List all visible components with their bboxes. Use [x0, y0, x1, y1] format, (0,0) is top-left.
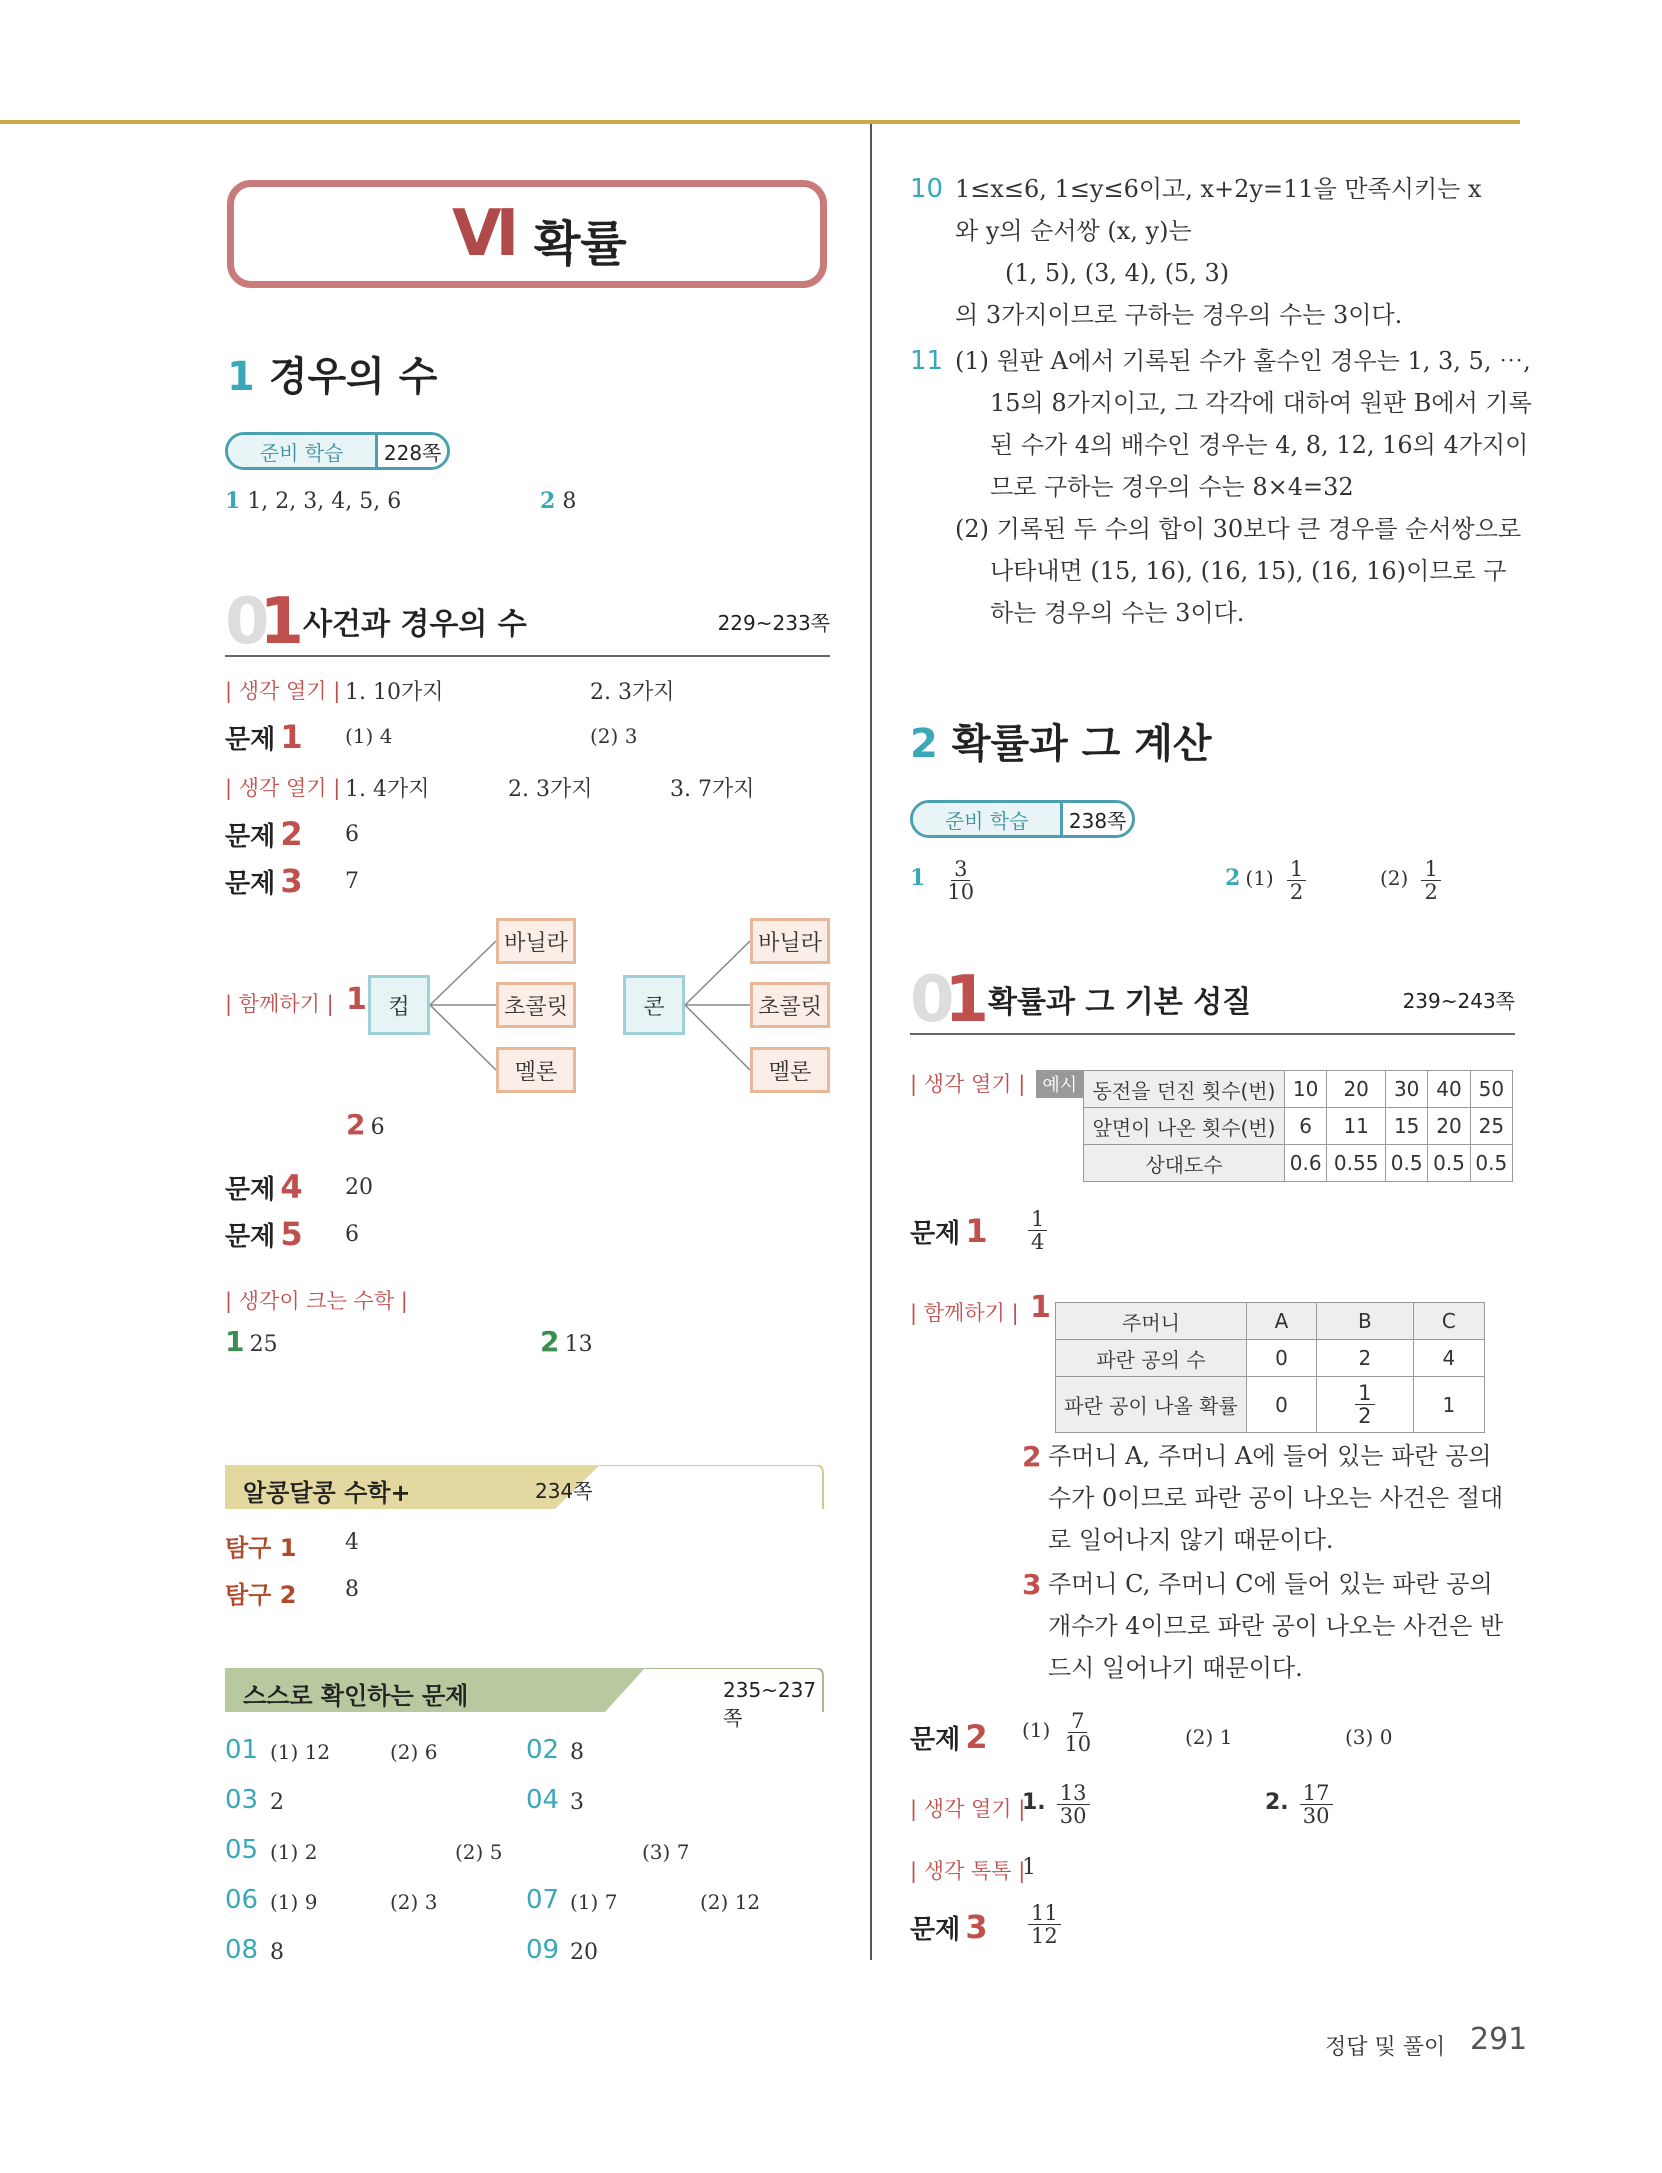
tag-think-open: | 생각 열기 |: [225, 776, 341, 800]
problem-number: 3: [965, 1908, 988, 1946]
together-2-item-2-line-2: 수가 0이므로 파란 공이 나오는 사건은 절대: [1048, 1484, 1504, 1512]
table-cell: 6: [1285, 1108, 1327, 1145]
table-cell: 20: [1327, 1071, 1386, 1108]
think-open-2-a2: 2. 3가지: [508, 777, 593, 802]
tag-think-talk: | 생각 톡톡 |: [910, 1859, 1026, 1883]
table-cell: 0: [1247, 1340, 1317, 1377]
self-05-a: (1) 2: [270, 1840, 318, 1864]
q11-line-2: 15의 8가지이고, 그 각각에 대하여 원판 B에서 기록: [990, 389, 1532, 417]
unit-2-header: [910, 963, 1515, 1035]
together-2-number: 1: [1030, 1290, 1051, 1325]
tag-big-math: | 생각이 크는 수학 |: [225, 1289, 408, 1313]
item-label: 1.: [1022, 1790, 1046, 1816]
denominator: 2: [1358, 1404, 1372, 1428]
table-row: [1084, 1071, 1513, 1108]
table-cell: 0.55: [1327, 1145, 1386, 1182]
fraction: [944, 858, 977, 903]
think-open-2-a3: 3. 7가지: [670, 777, 755, 802]
tree-leaf-vanilla: 바닐라: [496, 918, 576, 964]
self-number: 07: [526, 1885, 560, 1915]
problem-label: 문제: [225, 869, 276, 899]
think-open-3: [910, 1068, 1083, 1098]
denominator: 10: [947, 880, 975, 905]
tag-think-open: | 생각 열기 |: [225, 679, 341, 703]
table-cell: 1: [1413, 1377, 1484, 1433]
answer-number: 2: [1225, 865, 1241, 892]
self-03-a: 2: [270, 1790, 284, 1815]
self-08-a: 8: [270, 1940, 284, 1965]
self-02: [526, 1735, 559, 1765]
table-row-header: 상대도수: [1084, 1145, 1285, 1182]
self-01: [225, 1735, 258, 1765]
self-06-a: (1) 9: [270, 1890, 318, 1914]
item-label: 2.: [1265, 1790, 1289, 1816]
denominator: 30: [1302, 1804, 1330, 1829]
table-cell: [1316, 1377, 1413, 1433]
q10-line-4: 의 3가지이므로 구하는 경우의 수는 3이다.: [955, 301, 1403, 329]
problem-5: [225, 1215, 303, 1253]
table-row-header: 앞면이 나온 횟수(번): [1084, 1108, 1285, 1145]
together-2-tag: [910, 1297, 1019, 1327]
banner-fun-math: [225, 1465, 825, 1509]
together-1-number: 1: [346, 982, 367, 1017]
unit-pages: 239~243쪽: [1402, 989, 1515, 1013]
q10-line-2: 와 y의 순서쌍 (x, y)는: [955, 217, 1192, 245]
problem-number: 4: [280, 1168, 303, 1206]
prep-label: 준비 학습: [228, 435, 378, 467]
denominator: 2: [1289, 880, 1304, 905]
table-cell: 0.5: [1386, 1145, 1428, 1182]
sub-label: (1): [1245, 866, 1274, 891]
table-cell: 50: [1470, 1071, 1512, 1108]
numerator: 1: [1355, 1382, 1374, 1405]
table-cell: 11: [1327, 1108, 1386, 1145]
self-01-b: (2) 6: [390, 1740, 438, 1764]
table-row-header: 동전을 던진 횟수(번): [1084, 1071, 1285, 1108]
section-number: 2: [910, 721, 938, 767]
unit-badge: 01: [910, 963, 980, 1037]
table-cell: 30: [1386, 1071, 1428, 1108]
big-math-1: [225, 1325, 278, 1358]
pocket-table: [1055, 1302, 1485, 1433]
table-cell: 0: [1247, 1377, 1317, 1433]
together-number: 2: [346, 1108, 366, 1141]
self-07-b: (2) 12: [700, 1890, 761, 1914]
q11-line-3: 된 수가 4의 배수인 경우는 4, 8, 12, 16의 4가지이: [990, 431, 1529, 459]
table-cell: 0.6: [1285, 1145, 1327, 1182]
self-06: [225, 1885, 258, 1915]
tree-root-cone: 콘: [623, 975, 685, 1035]
numerator: 1: [1287, 858, 1306, 881]
explore-1-answer: 4: [345, 1530, 359, 1555]
table-header: C: [1413, 1303, 1484, 1340]
table-cell: 20: [1428, 1108, 1470, 1145]
self-number: 02: [526, 1735, 560, 1765]
table-cell: 40: [1428, 1071, 1470, 1108]
prep-badge: [910, 800, 1135, 838]
table-row: [1056, 1340, 1485, 1377]
example-badge: 예시: [1036, 1070, 1083, 1098]
r-problem-2-a3: (3) 0: [1345, 1725, 1393, 1749]
answer-number: 2: [540, 488, 556, 514]
banner-page: 235~237쪽: [723, 1678, 817, 1730]
think-talk: [910, 1855, 1025, 1885]
r-problem-3-answer: [1028, 1902, 1061, 1947]
fraction: [1355, 1382, 1374, 1427]
fraction: [1300, 1782, 1333, 1827]
self-09: [526, 1935, 559, 1965]
r-problem-1: [910, 1212, 988, 1250]
q11-line-1: (1) 원판 A에서 기록된 수가 홀수인 경우는 1, 3, 5, ⋯,: [955, 347, 1531, 375]
section-label: 경우의 수: [268, 354, 438, 400]
q11-line-6: 나타내면 (15, 16), (16, 15), (16, 16)이므로 구: [990, 557, 1507, 585]
problem-4: [225, 1168, 303, 1206]
banner-page: 234쪽: [535, 1479, 593, 1503]
banner-title: 알콩달콩 수학+: [243, 1479, 411, 1507]
tree-lines: [0, 0, 870, 1120]
self-04-a: 3: [570, 1790, 584, 1815]
banner-self-check: [225, 1668, 825, 1730]
section-number: 1: [227, 354, 255, 400]
q11-number: 11: [910, 346, 944, 376]
answer-number: 1: [910, 865, 926, 892]
big-math-tag: [225, 1285, 408, 1315]
big-math-2: [540, 1325, 593, 1358]
footer-label: 정답 및 풀이: [1325, 2035, 1446, 2060]
table-row-header: 파란 공이 나올 확률: [1056, 1377, 1247, 1433]
problem-1-a1: (1) 4: [345, 724, 393, 748]
denominator: 30: [1059, 1804, 1087, 1829]
answer-value: 1, 2, 3, 4, 5, 6: [247, 489, 402, 514]
tree-leaf-melon: 멜론: [750, 1047, 830, 1093]
numerator: 11: [1028, 1902, 1061, 1925]
section-2-title: [910, 712, 1212, 769]
problem-number: 1: [965, 1212, 988, 1250]
think-open-1-a2: 2. 3가지: [590, 680, 675, 705]
table-cell: 0.5: [1428, 1145, 1470, 1182]
answer-number: 1: [225, 488, 241, 514]
denominator: 2: [1424, 880, 1438, 905]
answer-number: 2: [540, 1325, 560, 1358]
problem-label: 문제: [225, 822, 276, 852]
tree-leaf-melon: 멜론: [496, 1047, 576, 1093]
q10-line-3: (1, 5), (3, 4), (5, 3): [1005, 259, 1230, 287]
table-header: B: [1316, 1303, 1413, 1340]
self-number: 06: [225, 1885, 259, 1915]
together-2-item-2-line-1: 주머니 A, 주머니 A에 들어 있는 파란 공의: [1048, 1442, 1492, 1470]
self-07: [526, 1885, 559, 1915]
self-09-a: 20: [570, 1940, 598, 1965]
together-2-item-2-number: 2: [1022, 1440, 1042, 1473]
fraction: [1057, 1782, 1090, 1827]
page-number: 291: [1470, 2022, 1528, 2057]
together-2-item-3-line-3: 드시 일어나기 때문이다.: [1048, 1654, 1303, 1682]
unit-pages: 229~233쪽: [717, 611, 830, 635]
q11-line-5: (2) 기록된 두 수의 합이 30보다 큰 경우를 순서쌍으로: [955, 515, 1522, 543]
r-problem-3: [910, 1908, 988, 1946]
think-open-4: [910, 1793, 1025, 1823]
problem-number: 2: [965, 1718, 988, 1756]
numerator: 1: [1028, 1208, 1047, 1231]
numerator: 17: [1300, 1782, 1333, 1805]
think-open-1-a1: 1. 10가지: [345, 680, 444, 705]
tag-think-open: | 생각 열기 |: [910, 1072, 1026, 1096]
problem-2-answer: 6: [345, 822, 359, 847]
r-problem-2: [910, 1718, 988, 1756]
problem-number: 5: [280, 1215, 303, 1253]
prep-label: 준비 학습: [913, 803, 1063, 835]
r-problem-1-answer: [1028, 1208, 1047, 1253]
table-cell: 15: [1386, 1108, 1428, 1145]
explore-2: [225, 1575, 296, 1610]
explore-label: 탐구 1: [225, 1534, 297, 1562]
numerator: 7: [1068, 1710, 1087, 1733]
unit-title: 확률과 그 기본 성질: [988, 985, 1252, 1020]
problem-number: 3: [280, 862, 303, 900]
table-row: [1056, 1377, 1485, 1433]
unit-title: 사건과 경우의 수: [303, 607, 527, 642]
denominator: 12: [1031, 1924, 1058, 1949]
table-row: [1084, 1108, 1513, 1145]
problem-label: 문제: [910, 1725, 961, 1755]
sub-label: (1): [1022, 1718, 1051, 1743]
self-03: [225, 1785, 258, 1815]
section-label: 확률과 그 계산: [951, 721, 1212, 767]
explore-label: 탐구 2: [225, 1581, 297, 1609]
answer-value: 8: [562, 489, 577, 514]
tag-together: | 함께하기 |: [225, 992, 334, 1016]
coin-table: [1083, 1070, 1513, 1182]
together-2-item-3-line-1: 주머니 C, 주머니 C에 들어 있는 파란 공의: [1048, 1570, 1493, 1598]
together-2-item-2-line-3: 로 일어나지 않기 때문이다.: [1048, 1526, 1334, 1554]
column-divider: [870, 124, 872, 1960]
table-cell: 10: [1285, 1071, 1327, 1108]
numerator: 3: [951, 858, 970, 881]
denominator: 10: [1064, 1732, 1092, 1757]
prep2-answer-1: [910, 858, 977, 903]
table-header: 주머니: [1056, 1303, 1247, 1340]
unit-badge: 01: [225, 585, 295, 659]
problem-1-a2: (2) 3: [590, 724, 638, 748]
chapter-number: VI: [452, 197, 514, 271]
numerator: 13: [1057, 1782, 1090, 1805]
self-07-a: (1) 7: [570, 1890, 618, 1914]
problem-label: 문제: [225, 725, 276, 755]
explore-1: [225, 1528, 296, 1563]
tag-think-open: | 생각 열기 |: [910, 1797, 1026, 1821]
together-2-item-3-line-2: 개수가 4이므로 파란 공이 나오는 사건은 반: [1048, 1612, 1504, 1640]
problem-label: 문제: [910, 1219, 961, 1249]
fraction: [1287, 858, 1306, 903]
answer-value: 13: [564, 1332, 593, 1357]
table-row: [1056, 1303, 1485, 1340]
think-open-2-a1: 1. 4가지: [345, 777, 430, 802]
tag-together: | 함께하기 |: [910, 1301, 1019, 1325]
problem-5-answer: 6: [345, 1222, 359, 1247]
think-open-4-a1: [1022, 1782, 1090, 1827]
numerator: 1: [1421, 858, 1440, 881]
self-08: [225, 1935, 258, 1965]
problem-3-answer: 7: [345, 869, 359, 894]
table-header: A: [1247, 1303, 1317, 1340]
fraction: [1028, 1208, 1047, 1253]
answer-number: 1: [225, 1325, 245, 1358]
r-problem-2-a2: (2) 1: [1185, 1725, 1233, 1749]
table-row-header: 파란 공의 수: [1056, 1340, 1247, 1377]
prep-page: 228쪽: [383, 440, 442, 465]
chapter-title: 확률: [534, 216, 627, 272]
prep-page: 238쪽: [1068, 808, 1127, 833]
tree-leaf-chocolate: 초콜릿: [750, 982, 830, 1028]
self-number: 08: [225, 1935, 259, 1965]
self-06-b: (2) 3: [390, 1890, 438, 1914]
think-talk-answer: 1: [1022, 1855, 1036, 1880]
self-number: 01: [225, 1735, 259, 1765]
problem-number: 1: [280, 718, 303, 756]
self-number: 09: [526, 1935, 560, 1965]
q11-line-4: 므로 구하는 경우의 수는 8×4=32: [990, 473, 1354, 501]
r-problem-2-a1: [1022, 1710, 1094, 1755]
table-cell: 0.5: [1470, 1145, 1512, 1182]
self-05-b: (2) 5: [455, 1840, 503, 1864]
problem-label: 문제: [225, 1175, 276, 1205]
problem-label: 문제: [910, 1915, 961, 1945]
tree-leaf-vanilla: 바닐라: [750, 918, 830, 964]
table-cell: 4: [1413, 1340, 1484, 1377]
self-number: 04: [526, 1785, 560, 1815]
banner-title: 스스로 확인하는 문제: [243, 1682, 469, 1710]
self-number: 03: [225, 1785, 259, 1815]
fraction: [1028, 1902, 1061, 1947]
q11-line-7: 하는 경우의 수는 3이다.: [990, 599, 1245, 627]
together-answer: 6: [370, 1115, 385, 1140]
fraction: [1061, 1710, 1094, 1755]
answer-value: 25: [249, 1332, 278, 1357]
denominator: 4: [1031, 1230, 1045, 1255]
self-04: [526, 1785, 559, 1815]
prep2-answer-3: [1380, 858, 1441, 903]
explore-2-answer: 8: [345, 1577, 359, 1602]
fraction: [1421, 858, 1440, 903]
together-2-item-3-number: 3: [1022, 1568, 1042, 1601]
self-01-a: (1) 12: [270, 1740, 331, 1764]
tree-leaf-chocolate: 초콜릿: [496, 982, 576, 1028]
tree-root-cup: 컵: [368, 975, 430, 1035]
q10-line-1: 1≤x≤6, 1≤y≤6이고, x+2y=11을 만족시키는 x: [955, 175, 1482, 203]
think-open-4-a2: [1265, 1782, 1333, 1827]
problem-number: 2: [280, 815, 303, 853]
table-cell: 25: [1470, 1108, 1512, 1145]
problem-label: 문제: [225, 1222, 276, 1252]
self-05: [225, 1835, 258, 1865]
together-2: [346, 1108, 385, 1141]
prep2-answer-2: [1225, 858, 1306, 903]
sub-label: (2): [1380, 866, 1409, 891]
problem-4-answer: 20: [345, 1175, 373, 1200]
self-number: 05: [225, 1835, 259, 1865]
self-05-c: (3) 7: [642, 1840, 690, 1864]
self-02-a: 8: [570, 1740, 584, 1765]
table-row: [1084, 1145, 1513, 1182]
q10-number: 10: [910, 174, 944, 204]
table-cell: 2: [1316, 1340, 1413, 1377]
